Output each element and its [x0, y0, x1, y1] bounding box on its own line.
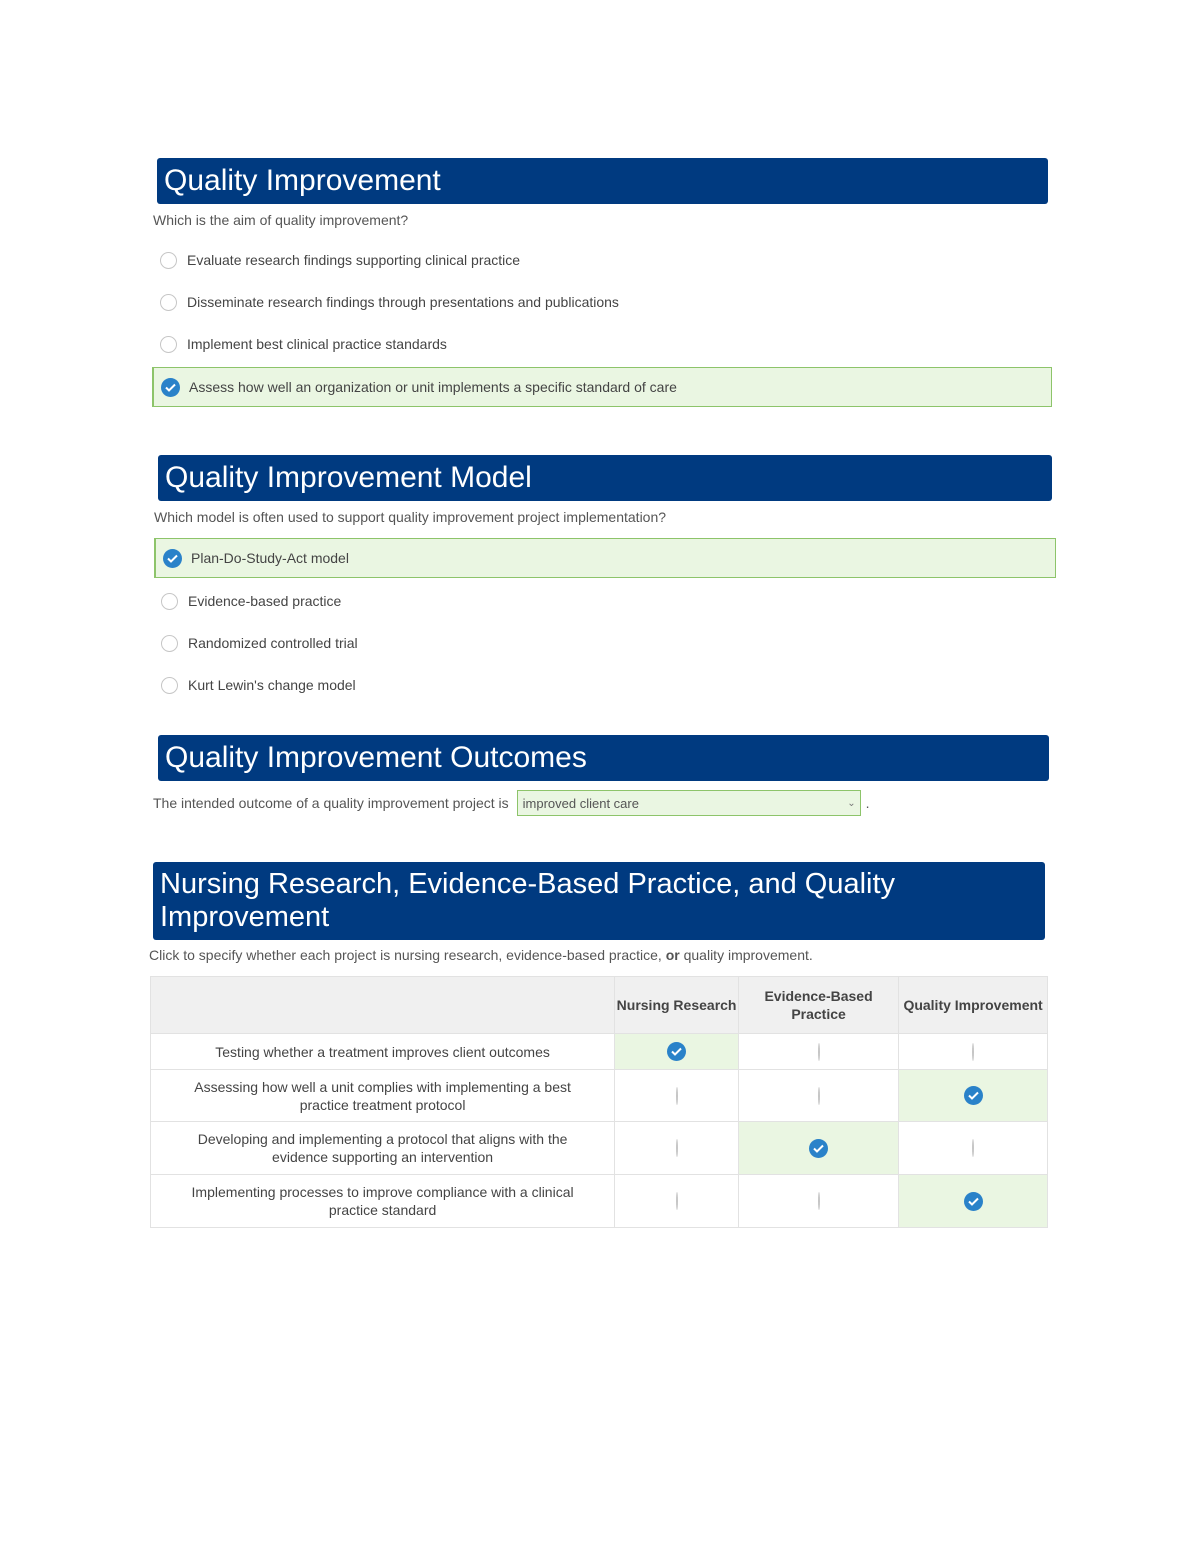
matrix-choice-cell[interactable]	[738, 1175, 898, 1228]
header-blank	[151, 977, 615, 1034]
option-0[interactable]	[154, 538, 1056, 578]
option-1[interactable]	[153, 581, 1052, 621]
option-1[interactable]	[152, 282, 1048, 322]
instruction-part: quality improvement.	[683, 947, 813, 963]
section-title: Quality Improvement Model	[158, 455, 1052, 501]
instruction-part: Click to specify whether each project is nursing research, evidence-based practice,	[149, 947, 662, 963]
row-statement: Assessing how well a unit complies with implementing a best practice treatment protocol	[151, 1070, 615, 1122]
radio-icon[interactable]	[160, 252, 177, 269]
radio-icon[interactable]	[676, 1139, 678, 1157]
option-2[interactable]	[153, 623, 1052, 663]
table-row	[151, 1070, 1048, 1122]
matrix-choice-cell[interactable]	[899, 1070, 1048, 1122]
radio-icon[interactable]	[972, 1139, 974, 1157]
radio-icon[interactable]	[160, 294, 177, 311]
option-label: Kurt Lewin's change model	[188, 677, 356, 693]
option-label: Evaluate research findings supporting clinical practice	[187, 252, 521, 268]
matrix-choice-cell[interactable]	[615, 1070, 739, 1122]
option-list	[157, 240, 1048, 407]
checkmark-icon[interactable]	[667, 1042, 686, 1061]
option-label: Randomized controlled trial	[188, 635, 358, 651]
radio-icon[interactable]	[972, 1043, 974, 1061]
section-title: Nursing Research, Evidence-Based Practice, and Quality Improvement	[153, 862, 1045, 940]
outcome-dropdown[interactable]	[517, 790, 861, 816]
matrix-choice-cell[interactable]	[738, 1122, 898, 1175]
matrix-choice-cell[interactable]	[738, 1070, 898, 1122]
fill-in-sentence	[153, 790, 1049, 816]
matrix-choice-cell[interactable]	[899, 1034, 1048, 1070]
column-header: Nursing Research	[615, 977, 739, 1034]
option-0[interactable]	[152, 240, 1048, 280]
row-statement: Implementing processes to improve compliance with a clinical practice standard	[151, 1175, 615, 1228]
matrix-choice-cell[interactable]	[615, 1122, 739, 1175]
matrix-choice-cell[interactable]	[615, 1175, 739, 1228]
chevron-down-icon: ⌄	[847, 797, 856, 809]
option-list	[158, 538, 1052, 705]
radio-icon[interactable]	[818, 1087, 820, 1105]
row-statement: Testing whether a treatment improves client outcomes	[151, 1034, 615, 1070]
option-label: Plan-Do-Study-Act model	[191, 550, 349, 566]
option-label: Evidence-based practice	[188, 593, 342, 609]
matrix-choice-cell[interactable]	[899, 1175, 1048, 1228]
checkmark-icon[interactable]	[964, 1086, 983, 1105]
question-text: Which is the aim of quality improvement?	[153, 212, 409, 228]
matrix-section	[149, 862, 1045, 963]
matrix-choice-cell[interactable]	[615, 1034, 739, 1070]
section-title: Quality Improvement Outcomes	[158, 735, 1049, 781]
radio-icon[interactable]	[161, 593, 178, 610]
instruction-or: or	[665, 947, 680, 963]
option-2[interactable]	[152, 324, 1048, 364]
model-section	[154, 455, 1052, 705]
checkmark-icon[interactable]	[163, 549, 182, 568]
dropdown-value: improved client care	[522, 795, 639, 811]
option-label: Implement best clinical practice standards	[187, 336, 447, 352]
sentence-period: .	[865, 795, 870, 811]
section-title: Quality Improvement	[157, 158, 1048, 204]
option-3[interactable]	[153, 665, 1052, 705]
classification-matrix	[150, 976, 1048, 1228]
option-label: Assess how well an organization or unit implements a specific standard of care	[189, 379, 677, 395]
checkmark-icon[interactable]	[809, 1139, 828, 1158]
option-3[interactable]	[152, 367, 1052, 407]
radio-icon[interactable]	[818, 1192, 820, 1210]
table-row	[151, 1175, 1048, 1228]
column-header: Quality Improvement	[899, 977, 1048, 1034]
column-header: Evidence-Based Practice	[738, 977, 898, 1034]
matrix-choice-cell[interactable]	[738, 1034, 898, 1070]
radio-icon[interactable]	[161, 677, 178, 694]
row-statement: Developing and implementing a protocol that aligns with the evidence supporting an intervention	[151, 1122, 615, 1175]
matrix-header	[151, 977, 1048, 1034]
checkmark-icon[interactable]	[964, 1192, 983, 1211]
checkmark-icon[interactable]	[161, 378, 180, 397]
outcomes-section	[153, 735, 1049, 816]
table-row	[151, 1034, 1048, 1070]
radio-icon[interactable]	[818, 1043, 820, 1061]
option-label: Disseminate research findings through presentations and publications	[187, 294, 619, 310]
radio-icon[interactable]	[161, 635, 178, 652]
fill-in-prompt: The intended outcome of a quality improvement project is	[153, 795, 509, 811]
radio-icon[interactable]	[676, 1087, 678, 1105]
table-row	[151, 1122, 1048, 1175]
instruction-text	[149, 947, 1045, 963]
radio-icon[interactable]	[160, 336, 177, 353]
qi-section	[153, 158, 1048, 407]
radio-icon[interactable]	[676, 1192, 678, 1210]
matrix-choice-cell[interactable]	[899, 1122, 1048, 1175]
question-text: Which model is often used to support quality improvement project implementation?	[154, 509, 667, 525]
